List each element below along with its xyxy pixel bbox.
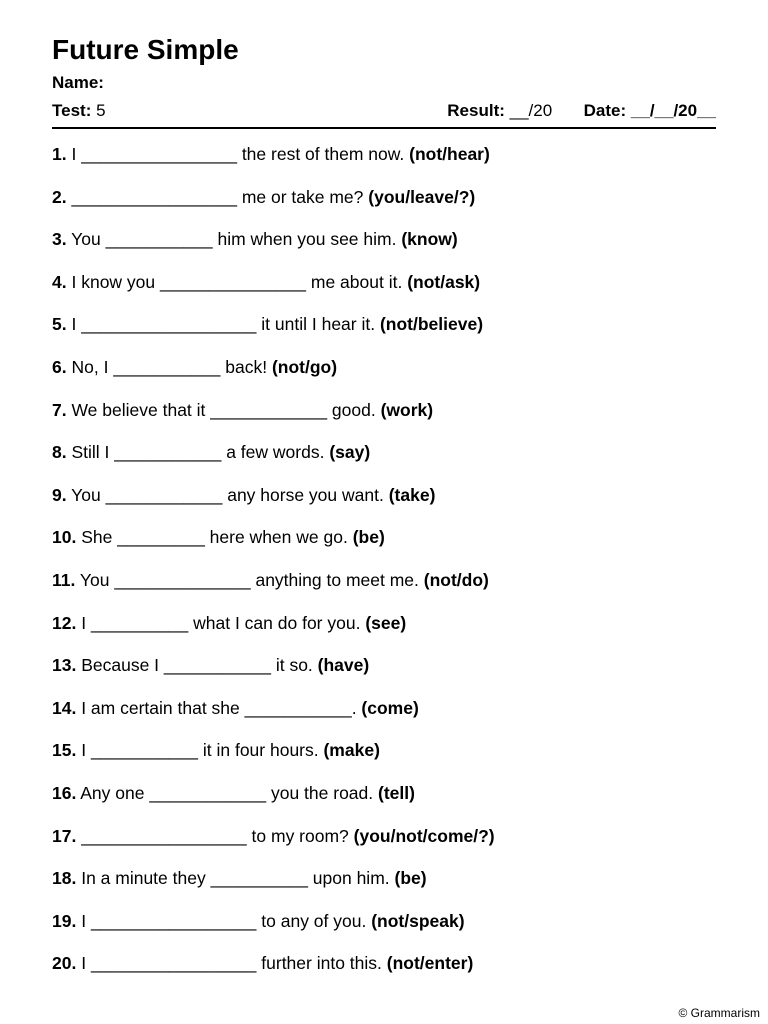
question-text-after: what I can do for you.	[188, 612, 366, 633]
question-text-before: I	[81, 612, 91, 633]
question-item	[52, 313, 716, 356]
question-number: 8.	[52, 442, 67, 463]
test-number-group	[52, 100, 106, 122]
answer-blank: _________	[117, 527, 205, 548]
question-number: 3.	[52, 229, 67, 250]
question-item	[52, 484, 716, 527]
answer-blank: ___________	[113, 356, 221, 377]
question-number: 16.	[52, 782, 77, 803]
question-item	[52, 739, 716, 782]
verb-hint: (see)	[365, 612, 407, 633]
question-item	[52, 782, 716, 825]
answer-blank: ___________	[105, 229, 213, 250]
question-text-before: Still I	[71, 442, 115, 463]
answer-blank: ___________	[90, 740, 198, 761]
question-text-before: I am certain that she	[81, 697, 245, 718]
question-item	[52, 825, 716, 868]
name-field-label: Name:	[52, 73, 104, 92]
question-list	[52, 143, 716, 995]
question-text-after: it so.	[270, 655, 318, 676]
answer-blank: _________________	[90, 910, 257, 931]
result-label: Result:	[447, 101, 505, 120]
answer-blank: __________________	[81, 314, 257, 335]
question-item	[52, 569, 716, 612]
question-number: 6.	[52, 356, 67, 377]
question-text-before: I	[71, 314, 82, 335]
question-text-after: here when we go.	[204, 527, 353, 548]
question-number: 14.	[52, 697, 77, 718]
answer-blank: ________________	[81, 144, 237, 164]
verb-hint: (say)	[329, 442, 371, 463]
question-text-before: I	[81, 740, 91, 761]
question-number: 12.	[52, 612, 77, 633]
verb-hint: (be)	[394, 868, 427, 889]
worksheet	[52, 32, 716, 995]
question-number: 11.	[52, 569, 76, 590]
answer-blank: __________	[210, 868, 308, 889]
question-number: 9.	[52, 484, 67, 505]
verb-hint: (take)	[388, 484, 436, 505]
question-text-after: it until I hear it.	[256, 314, 380, 335]
verb-hint: (tell)	[378, 782, 415, 803]
question-text-before: No, I	[71, 356, 114, 377]
question-text-after: me or take me?	[236, 186, 369, 207]
answer-blank: ___________	[244, 697, 352, 718]
question-text-before: You	[79, 569, 115, 590]
question-text-before: We believe that it	[71, 399, 211, 420]
question-text-after: further into this.	[256, 953, 387, 974]
question-text-after: to any of you.	[256, 910, 372, 931]
answer-blank: _________________	[90, 953, 257, 974]
question-number: 5.	[52, 314, 67, 335]
question-item	[52, 697, 716, 740]
copyright-footer: © Grammarism	[678, 1006, 760, 1020]
question-number: 20.	[52, 953, 77, 974]
question-item	[52, 910, 716, 953]
result-date-group	[447, 100, 716, 122]
question-text-before: In a minute they	[81, 868, 211, 889]
verb-hint: (not/hear)	[409, 144, 490, 164]
answer-blank: _________________	[81, 825, 247, 846]
question-text-before: I	[81, 953, 91, 974]
question-text-after: me about it.	[306, 271, 408, 292]
question-text-after: anything to meet me.	[250, 569, 424, 590]
answer-blank: __________	[90, 612, 189, 633]
question-item	[52, 867, 716, 910]
verb-hint: (you/not/come/?)	[353, 825, 495, 846]
verb-hint: (you/leave/?)	[368, 186, 476, 207]
verb-hint: (not/speak)	[371, 910, 465, 931]
question-text-before: You	[71, 229, 106, 250]
question-item	[52, 186, 716, 229]
question-item	[52, 399, 716, 442]
question-item	[52, 271, 716, 314]
question-text-after: you the road.	[266, 782, 378, 803]
verb-hint: (know)	[401, 229, 458, 250]
question-text-after: the rest of them now.	[236, 144, 410, 164]
question-number: 10.	[52, 527, 77, 548]
verb-hint: (come)	[361, 697, 419, 718]
question-text-before: I know you	[71, 271, 161, 292]
test-info-row	[52, 100, 716, 129]
question-text-after: a few words.	[221, 442, 330, 463]
verb-hint: (have)	[317, 655, 370, 676]
result-value: __/20	[509, 101, 553, 120]
verb-hint: (not/ask)	[407, 271, 481, 292]
question-item	[52, 441, 716, 484]
question-item	[52, 612, 716, 655]
question-item	[52, 356, 716, 399]
question-item	[52, 526, 716, 569]
verb-hint: (make)	[323, 740, 380, 761]
question-text-after: .	[351, 697, 362, 718]
question-number: 4.	[52, 271, 67, 292]
question-number: 13.	[52, 655, 77, 676]
question-text-before: I	[81, 910, 91, 931]
question-text-before: Any one	[80, 782, 150, 803]
question-text-after: upon him.	[307, 868, 395, 889]
question-text-after: any horse you want.	[222, 484, 389, 505]
question-item	[52, 143, 716, 186]
question-text-before: I	[71, 144, 82, 164]
answer-blank: _______________	[160, 271, 307, 292]
question-text-after: back!	[220, 356, 272, 377]
question-number: 18.	[52, 868, 77, 889]
verb-hint: (not/enter)	[386, 953, 474, 974]
question-text-after: it in four hours.	[198, 740, 324, 761]
question-text-before: You	[71, 484, 106, 505]
question-item	[52, 952, 716, 995]
verb-hint: (be)	[352, 527, 385, 548]
question-text-after: good.	[327, 399, 381, 420]
answer-blank: ____________	[149, 782, 267, 803]
question-text-after: him when you see him.	[212, 229, 402, 250]
question-number: 2.	[52, 186, 67, 207]
verb-hint: (not/do)	[423, 569, 489, 590]
question-number: 15.	[52, 740, 77, 761]
answer-blank: ___________	[114, 442, 222, 463]
question-text-before: She	[81, 527, 118, 548]
answer-blank: ______________	[114, 569, 251, 590]
question-number: 19.	[52, 910, 77, 931]
test-label: Test:	[52, 101, 92, 120]
question-number: 17.	[52, 825, 77, 846]
page-title: Future Simple	[52, 34, 239, 65]
verb-hint: (not/go)	[271, 356, 338, 377]
question-item	[52, 654, 716, 697]
question-text-before: Because I	[81, 655, 164, 676]
verb-hint: (work)	[380, 399, 434, 420]
answer-blank: _________________	[71, 186, 237, 207]
question-number: 7.	[52, 399, 67, 420]
date-value: __/__/20__	[630, 101, 716, 120]
question-text-after: to my room?	[246, 825, 354, 846]
question-number: 1.	[52, 144, 67, 164]
test-number: 5	[96, 101, 106, 120]
date-label: Date:	[583, 101, 627, 120]
answer-blank: ____________	[105, 484, 223, 505]
verb-hint: (not/believe)	[379, 314, 484, 335]
answer-blank: ____________	[210, 399, 328, 420]
answer-blank: ___________	[163, 655, 271, 676]
question-item	[52, 228, 716, 271]
